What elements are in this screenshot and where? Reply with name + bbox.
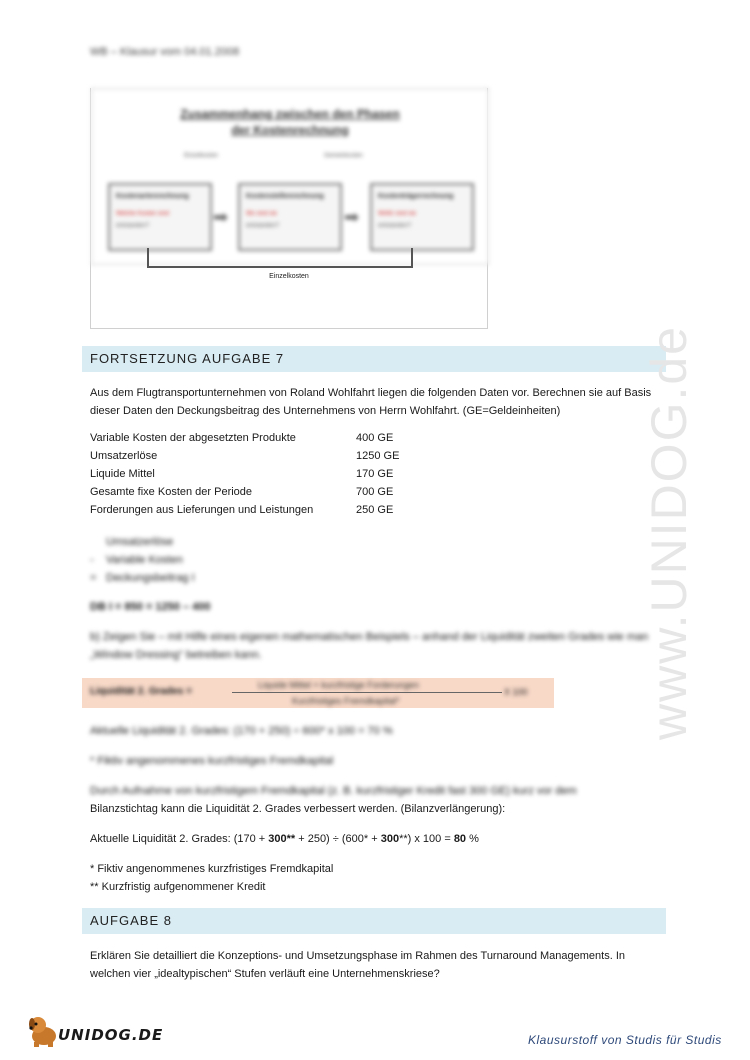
diagram-title-line2: der Kostenrechnung bbox=[231, 123, 349, 137]
diagram-top-label-left: Einzelkosten bbox=[184, 153, 219, 159]
section-heading-bar bbox=[82, 346, 666, 372]
footnote-1: * Fiktiv angenommenes kurzfristiges Fremdkapital bbox=[90, 863, 334, 875]
fraction-line bbox=[232, 692, 502, 693]
section-heading-bar bbox=[82, 908, 666, 934]
section-title: FORTSETZUNG AUFGABE 7 bbox=[90, 351, 285, 366]
cost-accounting-diagram bbox=[91, 88, 489, 265]
diagram-bracket bbox=[147, 248, 413, 268]
footer-logo bbox=[24, 1014, 164, 1053]
figure-frame bbox=[90, 88, 488, 329]
blurred-formula-denominator: Kurzfristiges Fremdkapital* bbox=[292, 696, 400, 706]
blurred-question-b: b) Zeigen Sie – mit Hilfe eines eigenen mathematischen Beispiels – anhand der Liquidität zweiten Grades wie man „Window Dressing“ betreiben kann. bbox=[90, 631, 649, 661]
blurred-formula-label: Liquidität 2. Grades = bbox=[90, 686, 192, 697]
table-row: Liquide Mittel 170 GE bbox=[90, 468, 394, 480]
table-row: Forderungen aus Lieferungen und Leistungen 250 GE bbox=[90, 504, 394, 516]
diagram-box-cost-units: Kostenträgerrechnung Wofür sind sie entstanden? bbox=[370, 183, 474, 251]
table-row: Variable Kosten der abgesetzten Produkte 400 GE bbox=[90, 432, 394, 444]
diagram-box-cost-centers: Kostenstellenrechnung Wo sind sie entstanden? bbox=[238, 183, 342, 251]
blurred-solution-list: Umsatzerlöse - Variable Kosten = Deckungsbeitrag I bbox=[90, 536, 195, 584]
footer-logo-text: UNIDOG.DE bbox=[58, 1026, 164, 1044]
blurred-footnote: * Fiktiv angenommenes kurzfristiges Fremdkapital bbox=[90, 755, 334, 767]
task-intro: Aus dem Flugtransportunternehmen von Roland Wohlfahrt liegen die folgenden Daten vor. Berechnen sie auf Basis dieser Daten den Deckungsbeitrag des Unternehmens von Herrn Wohlfahrt. (GE=Geldeinheiten) bbox=[90, 387, 652, 417]
table-row: Gesamte fixe Kosten der Periode 700 GE bbox=[90, 486, 394, 498]
page-header: WB – Klausur vom 04.01.2008 bbox=[90, 46, 240, 58]
diagram-caption: Einzelkosten bbox=[269, 273, 309, 280]
blurred-explanation: Durch Aufnahme von kurzfristigem Fremdkapital (z. B. kurzfristiger Kredit fast 300 GE) kurz vor dem bbox=[90, 785, 577, 797]
arrow-right-icon: ➡ bbox=[213, 207, 229, 227]
explanation-line: Bilanzstichtag kann die Liquidität 2. Grades verbessert werden. (Bilanzverlängerung): bbox=[90, 803, 506, 815]
footer-tagline: Klausurstoff von Studis für Studis bbox=[528, 1033, 722, 1047]
diagram-title-line1: Zusammenhang zwischen den Phasen bbox=[180, 107, 400, 121]
task-8-text: Erklären Sie detailliert die Konzeptions- und Umsetzungsphase im Rahmen des Turnaround Managements. In welchen vier „idealtypischen“ Stufen verläuft eine Unternehmenskriese? bbox=[90, 950, 626, 980]
diagram-top-label-right: Gemeinkosten bbox=[324, 153, 363, 159]
table-row: Umsatzerlöse 1250 GE bbox=[90, 450, 400, 462]
blurred-db-result: DB I = 850 = 1250 – 400 bbox=[90, 601, 211, 613]
arrow-right-icon: ➡ bbox=[344, 207, 360, 227]
calculation-line: Aktuelle Liquidität 2. Grades: (170 + 300** + 250) ÷ (600* + 300**) x 100 = 80 % bbox=[90, 833, 479, 845]
footnote-2: ** Kurzfristig aufgenommener Kredit bbox=[90, 881, 266, 893]
blurred-current-liquidity: Aktuelle Liquidität 2. Grades: (170 + 250) ÷ 600* x 100 = 70 % bbox=[90, 725, 393, 737]
watermark: www.UNIDOG.de bbox=[641, 325, 697, 740]
section-title: AUFGABE 8 bbox=[90, 913, 172, 928]
blurred-formula-numerator: Liquide Mittel + kurzfristige Forderungen bbox=[258, 680, 419, 690]
diagram-box-cost-types: Kostenartenrechnung Welche Kosten sind entstanden? bbox=[108, 183, 212, 251]
blurred-formula-multiplier: X 100 bbox=[504, 687, 528, 697]
